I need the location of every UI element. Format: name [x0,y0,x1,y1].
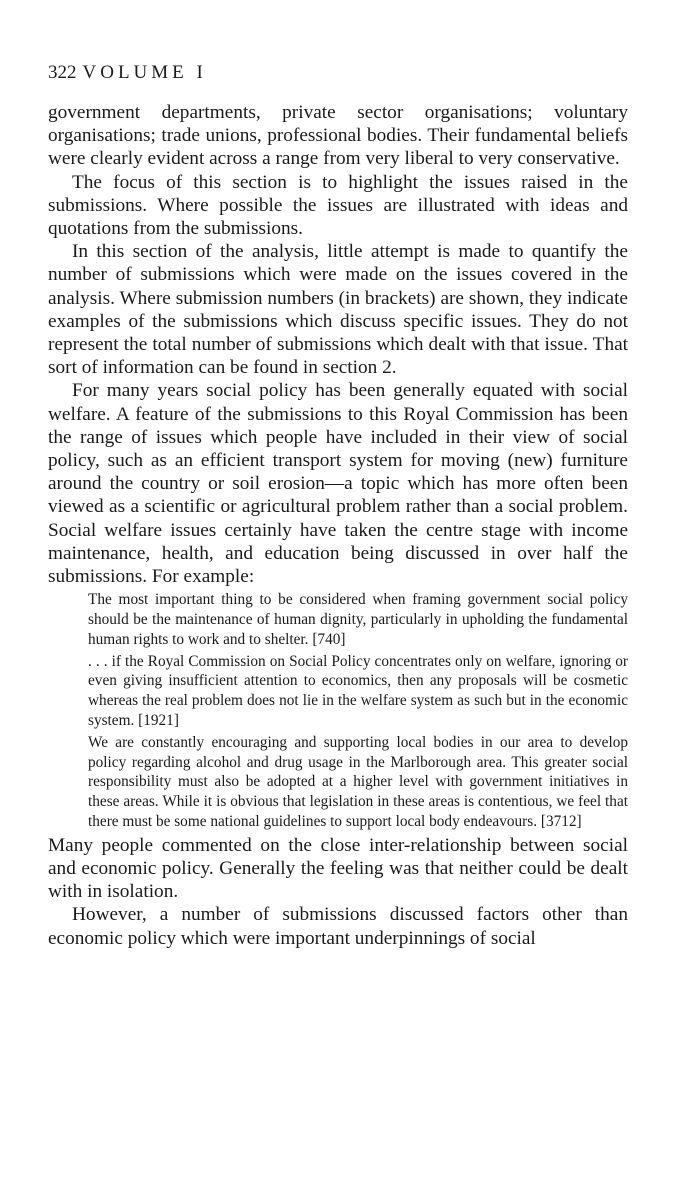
paragraph-social-policy: For many years social policy has been generally equated with social welfare. A feature of the submissions to this Royal Commission has been the range of issues which people have included in their view of social policy, such as an efficient transport system for moving (new) furniture around the country or soil erosion—a topic which has more often been viewed as a scientific or agricultural problem rather than a social problem. Social welfare issues certainly have taken the centre stage with income maintenance, health, and education being discussed in over half the submissions. For example: [48,380,628,588]
quote-740: The most important thing to be considered when framing government social policy should be the maintenance of human dignity, particularly in upholding the fundamental human rights to work and to shelter. [740] [88,591,628,648]
paragraph-focus: The focus of this section is to highlight the issues raised in the submissions. Where possible the issues are illustrated with ideas and quotations from the submissions. [48,171,628,240]
block-quotes [88,590,628,832]
page-number: 322 [48,62,77,83]
quote-1921: . . . if the Royal Commission on Social Policy concentrates only on welfare, ignoring or even giving insufficient attention to economics, then any proposals will be cosmetic whereas the real problem does not lie in the welfare system as such but in the economic system. [1921] [88,652,628,730]
body-text [48,101,628,950]
paragraph-other-factors: However, a number of submissions discussed factors other than economic policy which were important underpinnings of social [48,904,628,949]
volume-label: VOLUME I [82,62,207,83]
paragraph-analysis: In this section of the analysis, little attempt is made to quantify the number of submissions which were made on the issues covered in the analysis. Where submission numbers (in brackets) are shown, they indicate examples of the submissions which discuss specific issues. They do not represent the total number of submissions which dealt with that issue. That sort of information can be found in section 2. [48,241,628,379]
paragraph-inter-relationship: Many people commented on the close inter-relationship between social and economic policy. Generally the feeling was that neither could be dealt with in isolation. [48,834,628,903]
running-head [48,62,207,84]
paragraph-continuation: government departments, private sector organisations; voluntary organisations; trade unions, professional bodies. Their fundamental beliefs were clearly evident across a range from very liberal to very conservative. [48,102,628,170]
quote-3712: We are constantly encouraging and supporting local bodies in our area to develop policy regarding alcohol and drug usage in the Marlborough area. This greater social responsibility must also be adopted at a higher level with government initiatives in these areas. While it is obvious that legislation in these areas is contentious, we feel that there must be some national guidelines to support local body endeavours. [3712] [88,733,628,831]
